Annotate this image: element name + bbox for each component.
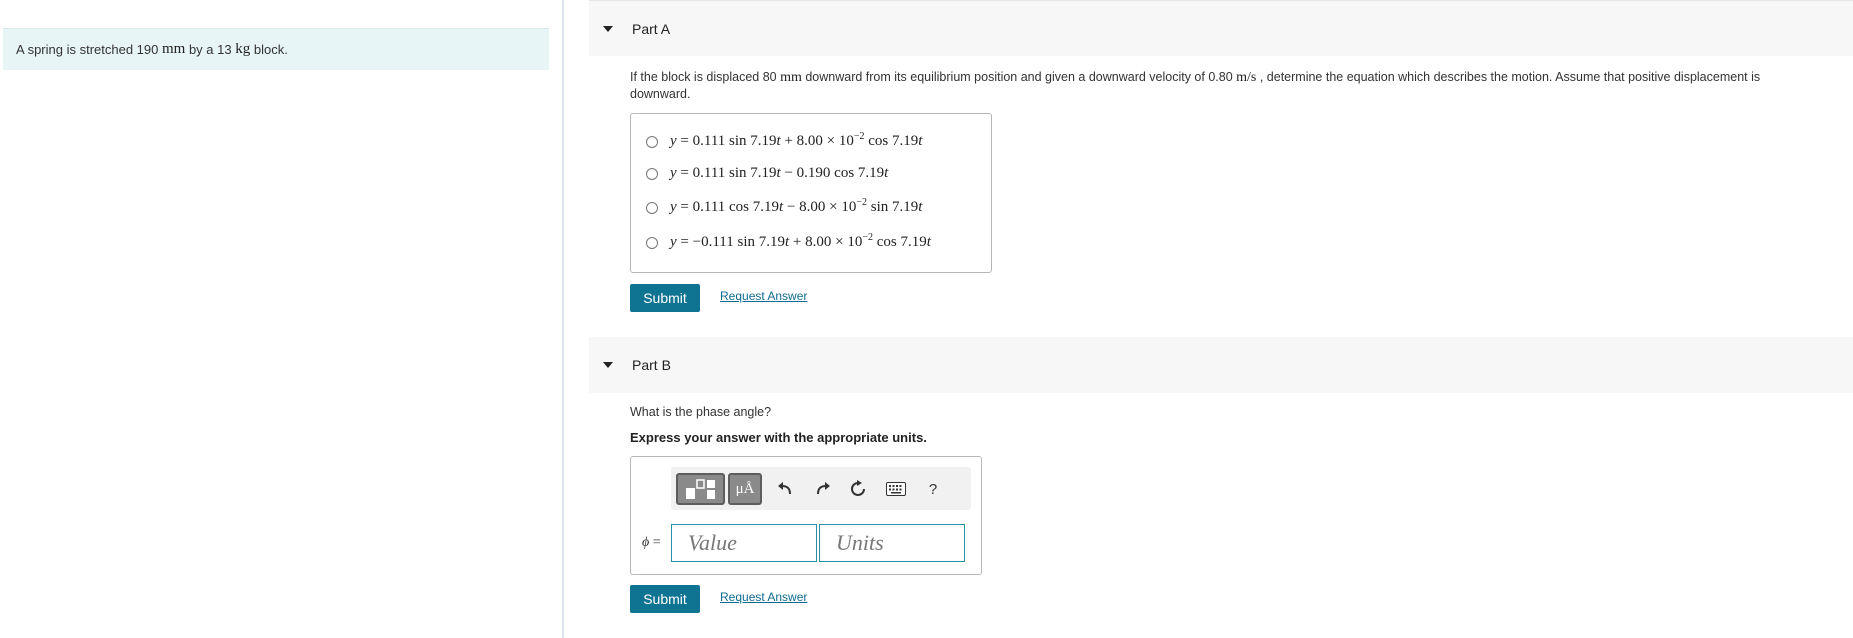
radio-button[interactable]	[646, 237, 658, 249]
choice-3[interactable]	[646, 199, 922, 216]
problem-intro	[3, 28, 549, 70]
part-a-submit-button[interactable]: Submit	[630, 284, 700, 312]
collapse-caret-icon[interactable]	[603, 26, 613, 32]
question-text: , determine the equation which describes the motion. Assume that positive displacement is	[1256, 70, 1761, 84]
pane-divider[interactable]	[562, 0, 564, 638]
choice-4[interactable]	[646, 234, 931, 251]
redo-icon[interactable]	[809, 473, 837, 505]
choice-equation: y = 0.111 sin 7.19t − 0.190 cos 7.19t	[670, 165, 889, 181]
value-input[interactable]	[671, 524, 817, 562]
keyboard-icon[interactable]	[882, 473, 910, 505]
choice-equation: y = 0.111 $\cos 7.19t - 8.00 \times 10^{-2}$ sin 7.19t	[670, 197, 923, 215]
question-unit-velocity: m/s	[1236, 70, 1257, 85]
reset-icon[interactable]	[844, 473, 872, 505]
intro-unit-kg: kg	[235, 41, 251, 57]
part-b-request-answer-link[interactable]: Request Answer	[720, 590, 808, 604]
undo-icon[interactable]	[771, 473, 799, 505]
math-toolbar	[671, 467, 971, 510]
choice-2[interactable]	[646, 165, 888, 182]
intro-text-prefix: A spring is stretched 190	[16, 42, 159, 57]
choice-1[interactable]	[646, 133, 922, 150]
units-input[interactable]	[819, 524, 965, 562]
part-b-submit-button[interactable]: Submit	[630, 585, 700, 613]
answer-choices	[630, 113, 992, 273]
part-b-instruction: Express your answer with the appropriate units.	[630, 430, 927, 445]
intro-text-suffix: block.	[253, 42, 288, 57]
part-b-title: Part B	[632, 357, 671, 373]
choice-equation: y = 0.111 $\sin 7.19t + 8.00 \times 10^{-2}$ cos 7.19t	[670, 131, 923, 149]
question-text: downward.	[630, 87, 691, 101]
part-b-question: What is the phase angle?	[630, 405, 772, 419]
question-unit-mm: mm	[780, 70, 802, 85]
units-button[interactable]: μÅ	[728, 473, 762, 505]
part-a-header[interactable]	[589, 0, 1853, 56]
templates-icon[interactable]	[676, 473, 725, 505]
intro-unit-mm: mm	[161, 41, 186, 57]
part-a-question	[630, 69, 1830, 103]
radio-button[interactable]	[646, 202, 658, 214]
part-a-request-answer-link[interactable]: Request Answer	[720, 289, 808, 303]
radio-button[interactable]	[646, 168, 658, 180]
help-button[interactable]: ?	[928, 480, 938, 498]
radio-button[interactable]	[646, 136, 658, 148]
intro-text-mid: by a 13	[188, 42, 232, 57]
part-a-title: Part A	[632, 20, 671, 37]
question-text: downward from its equilibrium position and given a downward velocity of 0.80	[801, 70, 1237, 84]
part-b-header[interactable]	[589, 337, 1853, 393]
collapse-caret-icon[interactable]	[603, 362, 613, 368]
choice-equation: y = −0.111 $\sin 7.19t + 8.00 \times 10^{-2}$ cos 7.19t	[670, 232, 931, 250]
phi-label: ϕ =	[642, 535, 661, 550]
answer-input-box	[630, 456, 982, 575]
question-text: If the block is displaced 80	[630, 70, 781, 84]
